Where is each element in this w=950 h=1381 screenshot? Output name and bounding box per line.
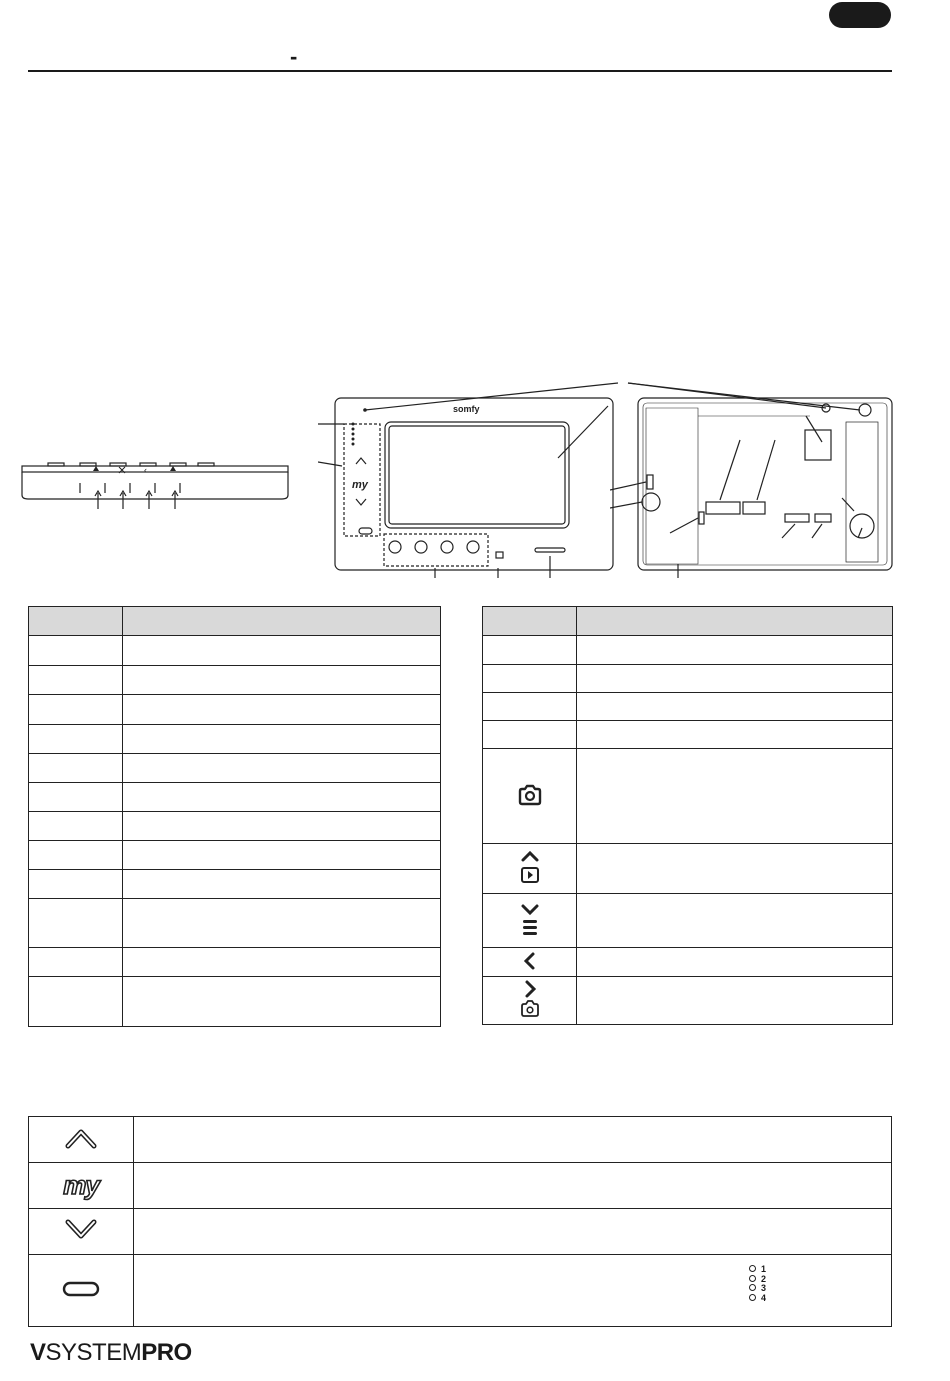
chevron-up-play-icon: [519, 849, 541, 885]
desc-cell: [123, 948, 441, 977]
header-cell: [483, 607, 577, 636]
desc-cell: [577, 948, 893, 977]
desc-cell: [577, 693, 893, 721]
table-row: [29, 666, 441, 695]
channel-label: 4: [761, 1292, 767, 1303]
select-button-icon: [61, 1280, 101, 1298]
ref-cell: [29, 636, 123, 666]
table-row: [29, 754, 441, 783]
table-row: [29, 977, 441, 1027]
icon-cell: [29, 1117, 134, 1163]
desc-cell: [123, 870, 441, 899]
table-row: [29, 1163, 892, 1209]
table-row: [29, 899, 441, 948]
table-row: [483, 894, 893, 948]
down-chevron-icon: [64, 1218, 98, 1242]
ref-cell: [29, 841, 123, 870]
side-view-diagram: [20, 455, 290, 515]
desc-cell: [123, 725, 441, 754]
table-row: [483, 948, 893, 977]
table-row: [29, 812, 441, 841]
chevron-right-camera-icon: [519, 979, 541, 1019]
table-row: [29, 1255, 892, 1327]
desc-cell: [577, 844, 893, 894]
channel-label: 1: [761, 1264, 767, 1274]
ref-cell: [29, 899, 123, 948]
icon-cell: [29, 1209, 134, 1255]
table-row: [483, 977, 893, 1025]
table-row: [483, 665, 893, 693]
table-row: [29, 870, 441, 899]
table-row: [29, 725, 441, 754]
page-title: -: [290, 44, 298, 69]
ref-cell: [483, 665, 577, 693]
language-badge: [829, 2, 891, 28]
table-row: [29, 1117, 892, 1163]
desc-cell: [577, 636, 893, 665]
my-key-label: my: [352, 479, 368, 491]
brand-logo-footer: [30, 1338, 192, 1368]
table-row: [29, 783, 441, 812]
table-row: [29, 1209, 892, 1255]
desc-cell: [134, 1255, 892, 1327]
ref-cell: [483, 721, 577, 749]
table-row: [29, 841, 441, 870]
table-row: [29, 948, 441, 977]
table-row: [483, 749, 893, 844]
desc-cell: [577, 665, 893, 693]
desc-cell: [577, 977, 893, 1025]
brand-system: SYSTEM: [45, 1339, 142, 1366]
icon-cell: [483, 948, 577, 977]
desc-cell: [577, 749, 893, 844]
brand-v: V: [30, 1339, 46, 1366]
icon-cell: [483, 749, 577, 844]
ref-cell: [29, 666, 123, 695]
desc-cell: [577, 894, 893, 948]
desc-cell: [123, 754, 441, 783]
desc-cell: [123, 899, 441, 948]
ref-cell: [29, 870, 123, 899]
icon-cell: [483, 844, 577, 894]
desc-cell: [123, 695, 441, 725]
header-cell: [123, 607, 441, 636]
table-row: [29, 695, 441, 725]
ref-cell: [29, 783, 123, 812]
icon-cell: [29, 1163, 134, 1209]
desc-cell: [123, 841, 441, 870]
desc-cell: [123, 666, 441, 695]
channel-led-list: [749, 1265, 766, 1303]
desc-cell: [123, 812, 441, 841]
icon-cell: [29, 1255, 134, 1327]
ref-cell: [29, 948, 123, 977]
icon-cell: [483, 894, 577, 948]
up-chevron-icon: [64, 1126, 98, 1150]
header-cell: [577, 607, 893, 636]
left-spec-table: [28, 606, 441, 1027]
front-view-diagram: [318, 378, 618, 578]
chevron-down-menu-icon: [519, 900, 541, 938]
table-row: [29, 636, 441, 666]
channel-label: 3: [761, 1283, 767, 1293]
ref-cell: [29, 977, 123, 1027]
desc-cell: [134, 1117, 892, 1163]
rear-view-diagram: [610, 378, 895, 578]
chevron-left-icon: ‹: [144, 465, 147, 475]
desc-cell: [134, 1163, 892, 1209]
ref-cell: [29, 812, 123, 841]
controls-table: [28, 1116, 892, 1327]
brand-pro: PRO: [141, 1339, 192, 1366]
table-row: [483, 693, 893, 721]
channel-label: 2: [761, 1273, 767, 1284]
channel-led: [749, 1294, 766, 1304]
camera-icon: [517, 783, 543, 807]
ref-cell: [483, 636, 577, 665]
ref-cell: [29, 695, 123, 725]
icon-cell: [483, 977, 577, 1025]
my-icon: my: [63, 1170, 99, 1200]
brand-logo: somfy: [453, 404, 480, 414]
table-row: [483, 721, 893, 749]
table-header-row: [483, 607, 893, 636]
table-row: [483, 844, 893, 894]
ref-cell: [483, 693, 577, 721]
table-row: [483, 636, 893, 665]
desc-cell: [577, 721, 893, 749]
chevron-left-icon: [522, 951, 538, 971]
desc-cell: [134, 1209, 892, 1255]
desc-cell: [123, 977, 441, 1027]
header-divider: [28, 70, 892, 72]
desc-cell: [123, 636, 441, 666]
table-header-row: [29, 607, 441, 636]
desc-cell: [123, 783, 441, 812]
ref-cell: [29, 725, 123, 754]
header-cell: [29, 607, 123, 636]
right-spec-table: [482, 606, 893, 1025]
ref-cell: [29, 754, 123, 783]
